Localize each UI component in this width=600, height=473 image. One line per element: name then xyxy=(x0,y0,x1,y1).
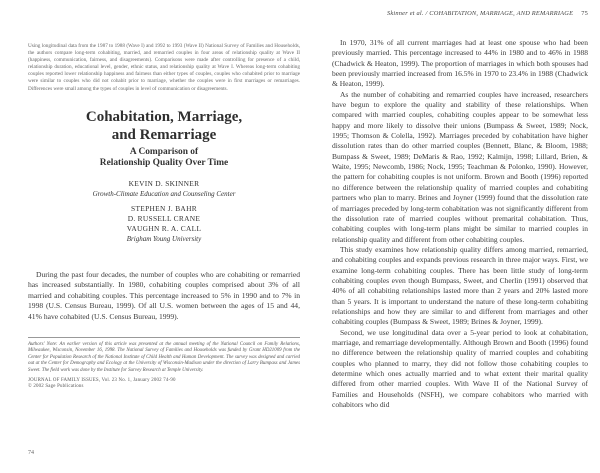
article-subtitle xyxy=(28,147,300,169)
footnote-divider xyxy=(28,337,300,338)
left-page-number: 74 xyxy=(28,450,34,456)
right-page-number: 75 xyxy=(581,10,588,17)
running-header xyxy=(332,10,588,17)
author-call: VAUGHN R. A. CALL xyxy=(126,223,202,233)
intro-paragraph: During the past four decades, the number of couples who are cohabiting or remarried has increased substantially. In 1980, cohabiting couples comprised about 3% of all married and cohabiting couples. This percentage increased to 5% in 1990 and to 7% in 1998 (U.S. Census Bureau, 1999). Of all U.S. women between the ages of 15 and 44, 41% have cohabited (U.S. Census Bureau, 1999). xyxy=(28,269,300,322)
affiliation-growth-climate: Growth-Climate Education and Counseling Center xyxy=(92,189,236,198)
title-line-2: and Remarriage xyxy=(111,126,217,143)
body-paragraph-4: Second, we use longitudinal data over a 5-year period to look at cohabitation, marriage, and remarriage developmentally. Although Brown and Booth (1996) found no difference between the relationship quality of married couples and cohabiting couples who planned to marry, they did not follow those cohabiting couples to determine which ones actually married and to what extent their marital quality differed from other married couples. With Wave II of the National Survey of Families and Households (NSFH), we compare cohabitors who married with cohabitors who did xyxy=(332,327,588,410)
running-header-title: Skinner et al. / COHABITATION, MARRIAGE, AND REMARRIAGE xyxy=(386,10,574,17)
body-paragraph-2: As the number of cohabiting and remarried couples have increased, researchers have begun to explore the quality and stability of these relationships. When compared with married couples, cohabiting couples appear to be somewhat less happy and more likely to dissolve their unions (Bumpass & Sweet, 1989; Nock, 1995; Thomson & Colella, 1992). Marriages preceded by cohabitation have higher dissolution rates than do other married couples (Bennett, Blanc, & Bloom, 1988; Bumpass & Sweet, 1989; DeMaris & Rao, 1992; Kalmijn, 1998; Lillard, Brien, & Waite, 1995; Newcomb, 1986; Nock, 1995; Teachman & Polonko, 1990). However, the pattern for cohabiting couples is not uniform. Brown and Booth (1996) reported no difference between the relationship quality of married couples and cohabiting partners who plan to marry. Brines and Joyner (1999) found that the dissolution rate of marriages preceded by long-term cohabitation was not significantly different from the dissolution rate of married couples without premarital cohabitation. Thus, cohabiting couples with long-term plans might be similar to married couples in relationship quality and different from other cohabiting couples. xyxy=(332,89,588,244)
author-crane: D. RUSSELL CRANE xyxy=(127,213,201,223)
subtitle-line-1: A Comparison of xyxy=(129,146,199,157)
article-title xyxy=(28,108,300,144)
article-abstract: Using longitudinal data from the 1987 to 1988 (Wave I) and 1992 to 1993 (Wave II) National Survey of Families and Households, the authors compare long-term cohabiting, married, and remarried couples in four areas of relationship quality at Wave II (happiness, communication, fairness, and disagreements). Comparisons were made after controlling for presence of a child, relationship duration, educational level, gender, ethnic status, and relationship quality at Wave I. Whereas long-term cohabiting couples reported lower relationship happiness and fairness than either types of couples, couples who cohabited prior to marriage were similar to couples who did not cohabit prior to marriage, whether the couples were in first marriages or remarriages. Differences were small among the types of couples in level of communication or disagreements. xyxy=(28,43,300,92)
affiliation-byu: Brigham Young University xyxy=(126,234,202,243)
author-skinner: KEVIN D. SKINNER xyxy=(128,178,200,188)
journal-info: JOURNAL OF FAMILY ISSUES, Vol. 23 No. 1, January 2002 74-90 xyxy=(28,377,176,383)
body-paragraph-1: In 1970, 31% of all current marriages had at least one spouse who had been previously married. This percentage increased to 44% in 1980 and to 46% in 1988 (Chadwick & Heaton, 1999). The proportion of marriages in which both spouses had been previously married increased from 16.5% in 1970 to 23.4% in 1988 (Chadwick & Heaton, 1999). xyxy=(332,38,588,89)
title-line-1: Cohabitation, Marriage, xyxy=(85,108,243,125)
left-page xyxy=(28,10,300,391)
body-paragraph-3: This study examines how relationship quality differs among married, remarried, and cohabiting couples and expands previous research in three major ways. First, we examine long-term cohabiting couples. There has been little study of long-term cohabiting couples even though Bumpass, Sweet, and Cherlin (1991) observed that 40% of all cohabiting relationships lasted more than 2 years and 20% lasted more than 5 years. It is important to understand the nature of these long-term cohabiting relationships and how they are similar to and different from marriages and other cohabiting couples (Bumpass & Sweet, 1989; Brines & Joyner, 1999). xyxy=(332,244,588,327)
journal-citation xyxy=(28,378,300,391)
subtitle-line-2: Relationship Quality Over Time xyxy=(99,157,229,168)
copyright-line: © 2002 Sage Publications xyxy=(28,384,84,390)
right-page xyxy=(332,10,588,410)
author-list xyxy=(28,204,300,234)
author-bahr: STEPHEN J. BAHR xyxy=(131,203,197,213)
authors-note: Authors' Note: An earlier version of this article was presented at the annual meeting of the National Council on Family Relations, Milwaukee, Wisconsin, November 16, 1998. The National Survey of Families and Households was funded by Grant HD21009 from the Center for Population Research of the National Institute of Child Health and Human Development. The survey was designed and carried out at the Center for Demography and Ecology at the University of Wisconsin-Madison under the direction of Larry Bumpass and James Sweet. The field work was done by the Institute for Survey Research at Temple University. xyxy=(28,341,300,373)
